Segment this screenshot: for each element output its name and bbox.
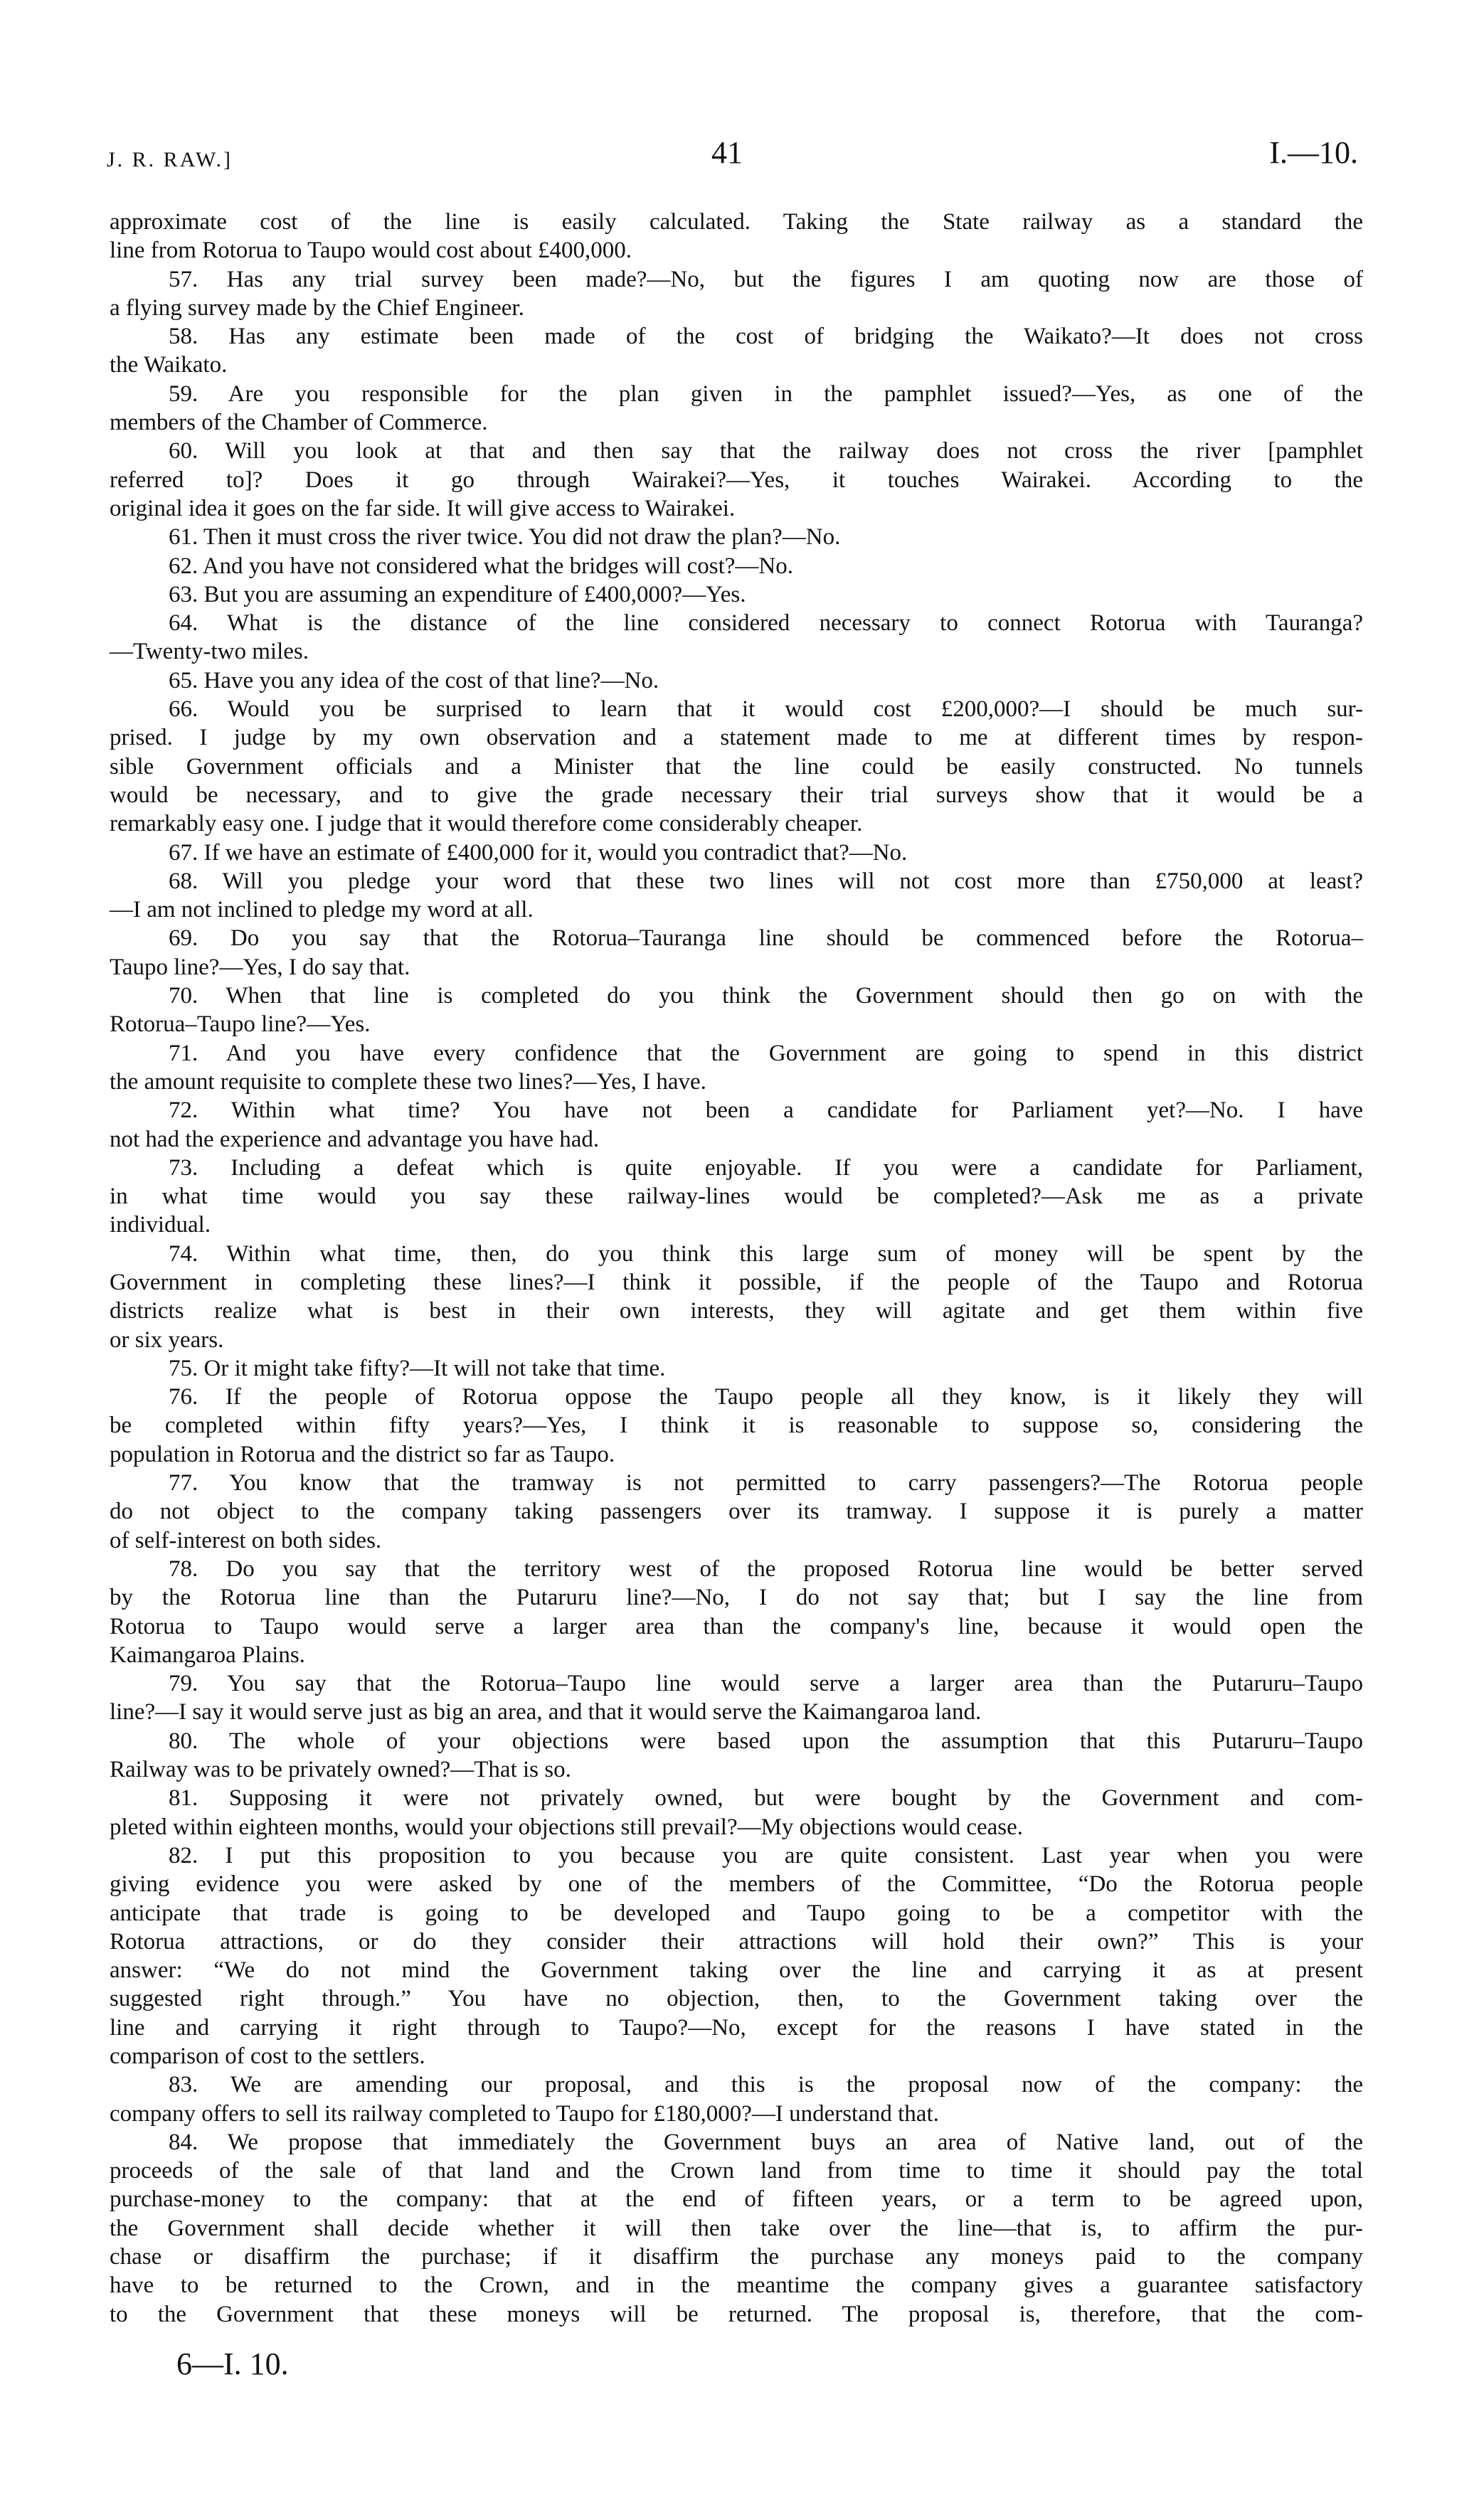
printer-signature: 6—I. 10. [176,2346,289,2381]
testimony-paragraph [110,523,1363,551]
testimony-paragraph [110,552,1363,580]
text-line: would be necessary, and to give the grade necessary their trial surveys show that it would be a [110,782,1363,808]
text-line: the amount requisite to complete these two lines?—Yes, I have. [110,1068,706,1095]
document-body [110,208,1363,2329]
text-line: line and carrying it right through to Taupo?—No, except for the reasons I have stated in the [110,2014,1363,2041]
testimony-paragraph [110,1727,1363,1785]
testimony-paragraph [110,1669,1363,1727]
text-line: pleted within eighteen months, would your objections still prevail?—My objections would cease. [110,1814,1024,1840]
text-line: have to be returned to the Crown, and in the meantime the company gives a guarantee satisfactory [110,2272,1363,2299]
text-line: Rotorua attractions, or do they consider their attractions will hold their own?” This is your [110,1928,1363,1955]
text-line: 70. When that line is completed do you think the Government should then go on with the [169,983,1363,1009]
text-line: 81. Supposing it were not privately owned, but were bought by the Government and com- [169,1785,1363,1812]
text-line: chase or disaffirm the purchase; if it disaffirm the purchase any moneys paid to the company [110,2244,1363,2270]
text-line: 66. Would you be surprised to learn that it would cost £200,000?—I should be much sur- [169,696,1363,723]
text-line: do not object to the company taking passengers over its tramway. I suppose it is purely a matter [110,1499,1363,1525]
testimony-paragraph [110,208,1363,265]
text-line: 75. Or it might take fifty?—It will not take that time. [169,1355,666,1381]
testimony-paragraph [110,1784,1363,1841]
testimony-paragraph [110,609,1363,666]
text-line: Kaimangaroa Plains. [110,1642,305,1668]
text-line: Taupo line?—Yes, I do say that. [110,954,410,980]
text-line: line?—I say it would serve just as big an area, and that it would serve the Kaimangaroa land. [110,1699,982,1726]
testimony-paragraph [110,924,1363,982]
text-line: districts realize what is best in their own interests, they will agitate and get them within five [110,1298,1363,1324]
text-line: 68. Will you pledge your word that these two lines will not cost more than £750,000 at least? [169,868,1363,894]
text-line: referred to]? Does it go through Wairakei?—Yes, it touches Wairakei. According to the [110,467,1363,493]
text-line: —I am not inclined to pledge my word at all. [110,897,534,923]
testimony-paragraph [110,1240,1363,1354]
text-line: to the Government that these moneys will be returned. The proposal is, therefore, that the com- [110,2301,1363,2327]
testimony-paragraph [110,437,1363,523]
text-line: purchase-money to the company: that at the end of fifteen years, or a term to be agreed upon, [110,2186,1363,2213]
testimony-paragraph [110,1555,1363,1669]
text-line: Railway was to be privately owned?—That is so. [110,1757,571,1783]
text-line: 71. And you have every confidence that the Government are going to spend in this district [169,1040,1363,1066]
text-line: anticipate that trade is going to be developed and Taupo going to be a competitor with the [110,1900,1363,1926]
text-line: approximate cost of the line is easily calculated. Taking the State railway as a standard the [110,209,1363,235]
testimony-paragraph [110,982,1363,1039]
text-line: not had the experience and advantage you have had. [110,1126,600,1152]
testimony-paragraph [110,867,1363,925]
testimony-paragraph [110,1039,1363,1097]
text-line: prised. I judge by my own observation and a statement made to me at different times by respon- [110,725,1363,751]
testimony-paragraph [110,839,1363,867]
testimony-paragraph [110,2070,1363,2128]
text-line: population in Rotorua and the district so far as Taupo. [110,1441,615,1467]
text-line: in what time would you say these railway-lines would be completed?—Ask me as a private [110,1184,1363,1210]
text-line: the Government shall decide whether it will then take over the line—that is, to affirm the pur- [110,2215,1363,2241]
text-line: company offers to sell its railway completed to Taupo for £180,000?—I understand that. [110,2100,939,2127]
text-line: original idea it goes on the far side. It will give access to Wairakei. [110,495,736,521]
text-line: sible Government officials and a Minister that the line could be easily constructed. No tunnels [110,753,1363,780]
text-line: 61. Then it must cross the river twice. You did not draw the plan?—No. [169,524,841,551]
text-line: a flying survey made by the Chief Engineer. [110,294,524,321]
testimony-paragraph [110,695,1363,838]
text-line: 64. What is the distance of the line considered necessary to connect Rotorua with Tauranga? [169,610,1363,637]
text-line: comparison of cost to the settlers. [110,2043,425,2069]
testimony-paragraph [110,666,1363,695]
text-line: or six years. [110,1327,224,1353]
testimony-paragraph [110,322,1363,380]
text-line: be completed within fifty years?—Yes, I think it is reasonable to suppose so, considering the [110,1413,1363,1439]
text-line: by the Rotorua line than the Putaruru line?—No, I do not say that; but I say the line from [110,1585,1363,1611]
text-line: 80. The whole of your objections were based upon the assumption that this Putaruru–Taupo [169,1728,1363,1754]
text-line: individual. [110,1212,211,1238]
text-line: 58. Has any estimate been made of the cost of bridging the Waikato?—It does not cross [169,324,1363,350]
text-line: Rotorua to Taupo would serve a larger area than the company's line, because it would open the [110,1613,1363,1639]
text-line: line from Rotorua to Taupo would cost about £400,000. [110,238,632,264]
text-line: Rotorua–Taupo line?—Yes. [110,1011,371,1038]
text-line: 78. Do you say that the territory west of the proposed Rotorua line would be better served [169,1556,1363,1582]
page-number: 41 [711,135,743,170]
testimony-paragraph [110,2128,1363,2329]
text-line: 79. You say that the Rotorua–Taupo line would serve a larger area than the Putaruru–Taupo [169,1671,1363,1697]
text-line: 63. But you are assuming an expenditure of £400,000?—Yes. [169,581,746,607]
text-line: 59. Are you responsible for the plan given in the pamphlet issued?—Yes, as one of the [169,381,1363,407]
testimony-paragraph [110,1354,1363,1383]
testimony-paragraph [110,1096,1363,1154]
text-line: of self-interest on both sides. [110,1527,382,1553]
text-line: 67. If we have an estimate of £400,000 for it, would you contradict that?—No. [169,839,908,866]
testimony-paragraph [110,1383,1363,1469]
text-line: 60. Will you look at that and then say that the railway does not cross the river [pamphlet [169,438,1363,464]
text-line: answer: “We do not mind the Government taking over the line and carrying it as at present [110,1957,1363,1984]
text-line: 74. Within what time, then, do you think this large sum of money will be spent by the [169,1240,1363,1267]
testimony-paragraph [110,1154,1363,1240]
text-line: members of the Chamber of Commerce. [110,410,488,436]
text-line: suggested right through.” You have no objection, then, to the Government taking over the [110,1986,1363,2012]
text-line: 83. We are amending our proposal, and this is the proposal now of the company: the [169,2072,1363,2098]
text-line: 82. I put this proposition to you because you are quite consistent. Last year when you were [169,1842,1363,1868]
text-line: 84. We propose that immediately the Government buys an area of Native land, out of the [169,2129,1363,2155]
running-head-witness: J. R. RAW.] [107,148,233,171]
text-line: 69. Do you say that the Rotorua–Tauranga line should be commenced before the Rotorua– [169,925,1363,952]
text-line: —Twenty-two miles. [110,639,309,665]
text-line: 57. Has any trial survey been made?—No, but the figures I am quoting now are those of [169,266,1363,292]
testimony-paragraph [110,1469,1363,1555]
testimony-paragraph [110,1841,1363,2070]
testimony-paragraph [110,580,1363,609]
text-line: 73. Including a defeat which is quite enjoyable. If you were a candidate for Parliament, [169,1154,1363,1181]
testimony-paragraph [110,380,1363,437]
text-line: proceeds of the sale of that land and the Crown land from time to time it should pay the total [110,2158,1363,2184]
text-line: 72. Within what time? You have not been a candidate for Parliament yet?—No. I have [169,1097,1363,1124]
text-line: 76. If the people of Rotorua oppose the Taupo people all they know, is it likely they will [169,1384,1363,1410]
text-line: 65. Have you any idea of the cost of that line?—No. [169,667,659,693]
testimony-paragraph [110,265,1363,323]
paper-reference: I.—10. [1269,135,1358,170]
text-line: giving evidence you were asked by one of the members of the Committee, “Do the Rotorua people [110,1871,1363,1898]
text-line: Government in completing these lines?—I think it possible, if the people of the Taupo and Rotorua [110,1269,1363,1295]
text-line: 62. And you have not considered what the bridges will cost?—No. [169,553,793,579]
text-line: 77. You know that the tramway is not permitted to carry passengers?—The Rotorua people [169,1470,1363,1496]
text-line: remarkably easy one. I judge that it would therefore come considerably cheaper. [110,811,863,837]
text-line: the Waikato. [110,352,228,378]
